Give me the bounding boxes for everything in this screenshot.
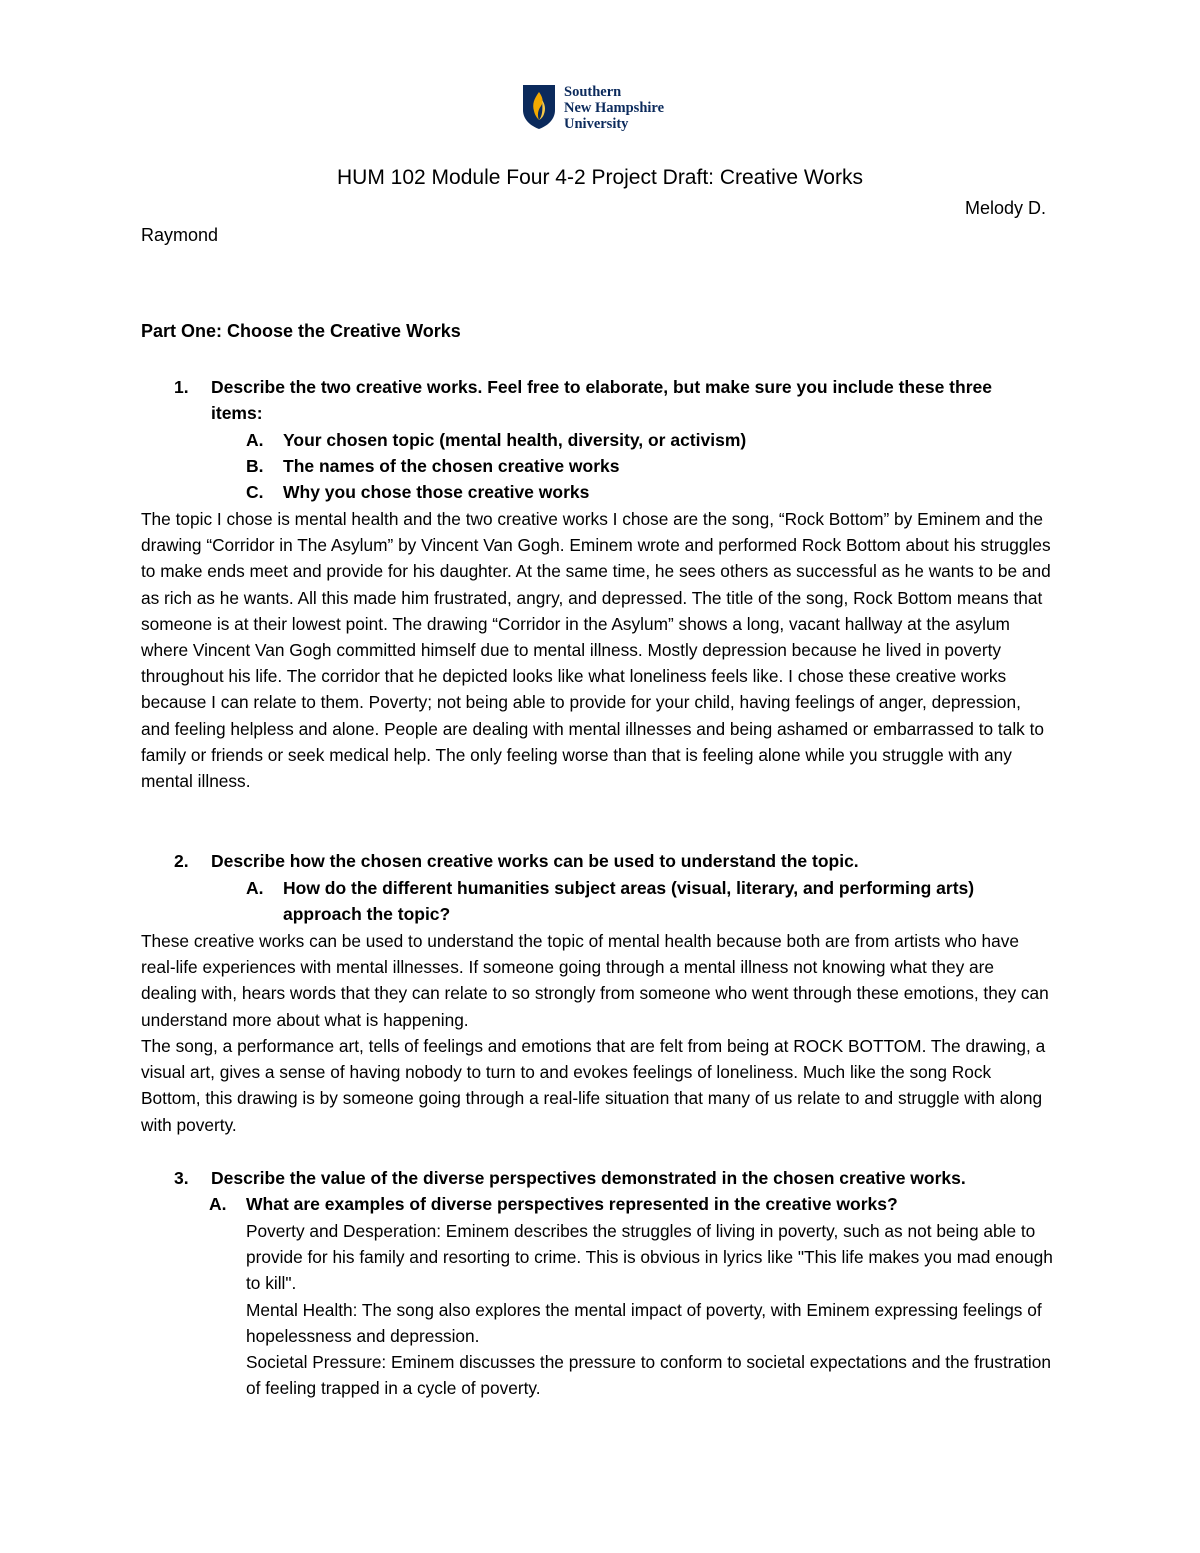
author-name-second-line: Raymond: [141, 225, 219, 245]
part-one-heading: Part One: Choose the Creative Works: [141, 321, 461, 341]
item-letter: A.: [246, 878, 264, 898]
question-1-text: Describe the two creative works. Feel free to elaborate, but make sure you include these three items:: [211, 377, 992, 424]
question-1-item-c: [246, 479, 1043, 505]
perspective-societal-pressure: Societal Pressure: Eminem discusses the pressure to conform to societal expectations and the frustration of feeling trapped in a cycle of poverty.: [246, 1352, 1051, 1399]
item-letter: B.: [246, 456, 264, 476]
item-text: Why you chose those creative works: [283, 482, 590, 502]
question-1-item-a: [246, 427, 1043, 453]
question-1-item-b: [246, 453, 1043, 479]
item-letter: C.: [246, 482, 264, 502]
shield-flame-icon: [522, 84, 556, 130]
question-2-text: Describe how the chosen creative works can be used to understand the topic.: [211, 851, 859, 871]
perspective-poverty: Poverty and Desperation: Eminem describes the struggles of living in poverty, such as not being able to provide for his family and resorting to crime. This is obvious in lyrics like "This life makes you mad enough to kill".: [246, 1221, 1053, 1294]
author-name-first-line: Melody D.: [964, 198, 1046, 218]
logo-line-1: Southern: [564, 84, 622, 100]
logo-wordmark: [564, 84, 664, 132]
logo-line-2: New Hampshire: [564, 100, 665, 116]
question-2-number: 2.: [174, 851, 189, 871]
question-2-answer-paragraph-1: These creative works can be used to understand the topic of mental health because both are from artists who have real-life experiences with mental illnesses. If someone going through a mental illness not knowing what they are dealing with, hears words that they can relate to so strongly from someone who went through these emotions, they can understand more about what is happening.: [141, 931, 1049, 1030]
item-text: Your chosen topic (mental health, diversity, or activism): [283, 430, 747, 450]
question-3: [174, 1165, 1071, 1191]
question-2-item-a: [246, 875, 1053, 927]
question-2: [174, 848, 1031, 874]
item-letter: A.: [209, 1194, 227, 1214]
question-2-answer-paragraph-2: The song, a performance art, tells of feelings and emotions that are felt from being at ROCK BOTTOM. The drawing, a visual art, gives a sense of having nobody to turn to and evokes feelings of loneliness. Much like the song Rock Bottom, this drawing is by someone going through a real-life situation that many of us relate to and struggle with along with poverty.: [141, 1036, 1046, 1135]
item-text: What are examples of diverse perspectives represented in the creative works?: [246, 1194, 898, 1214]
question-3-answer: [246, 1218, 1056, 1401]
university-logo: [522, 84, 664, 132]
logo-line-3: University: [564, 116, 629, 132]
question-3-item-a: [209, 1191, 1046, 1217]
perspective-mental-health: Mental Health: The song also explores the mental impact of poverty, with Eminem expressing feelings of hopelessness and depression.: [246, 1299, 1042, 1346]
item-text: The names of the chosen creative works: [283, 456, 620, 476]
question-3-number: 3.: [174, 1168, 189, 1188]
question-1-number: 1.: [174, 377, 189, 397]
question-1-answer: The topic I chose is mental health and the two creative works I chose are the song, “Rock Bottom” by Eminem and the drawing “Corridor in The Asylum” by Vincent Van Gogh. Eminem wrote and performed Rock Bottom about his struggles to make ends meet and provide for his daughter. At the same time, he sees others as successful as he wants to be and as rich as he wants. All this made him frustrated, angry, and depressed. The title of the song, Rock Bottom means that someone is at their lowest point. The drawing “Corridor in the Asylum” shows a long, vacant hallway at the asylum where Vincent Van Gogh committed himself due to mental illness. Mostly depression because he lived in poverty throughout his life. The corridor that he depicted looks like what loneliness feels like. I chose these creative works because I can relate to them. Poverty; not being able to provide for your child, having feelings of anger, depression, and feeling helpless and alone. People are dealing with mental illnesses and being ashamed or embarrassed to talk to family or friends or seek medical help. The only feeling worse than that is feeling alone while you struggle with any mental illness.: [141, 509, 1051, 792]
question-3-text: Describe the value of the diverse perspectives demonstrated in the chosen creative works.: [211, 1168, 966, 1188]
document-title: HUM 102 Module Four 4-2 Project Draft: Creative Works: [337, 166, 863, 189]
question-1: [174, 374, 1031, 426]
item-letter: A.: [246, 430, 264, 450]
item-text: How do the different humanities subject areas (visual, literary, and performing arts) approach the topic?: [283, 878, 975, 925]
